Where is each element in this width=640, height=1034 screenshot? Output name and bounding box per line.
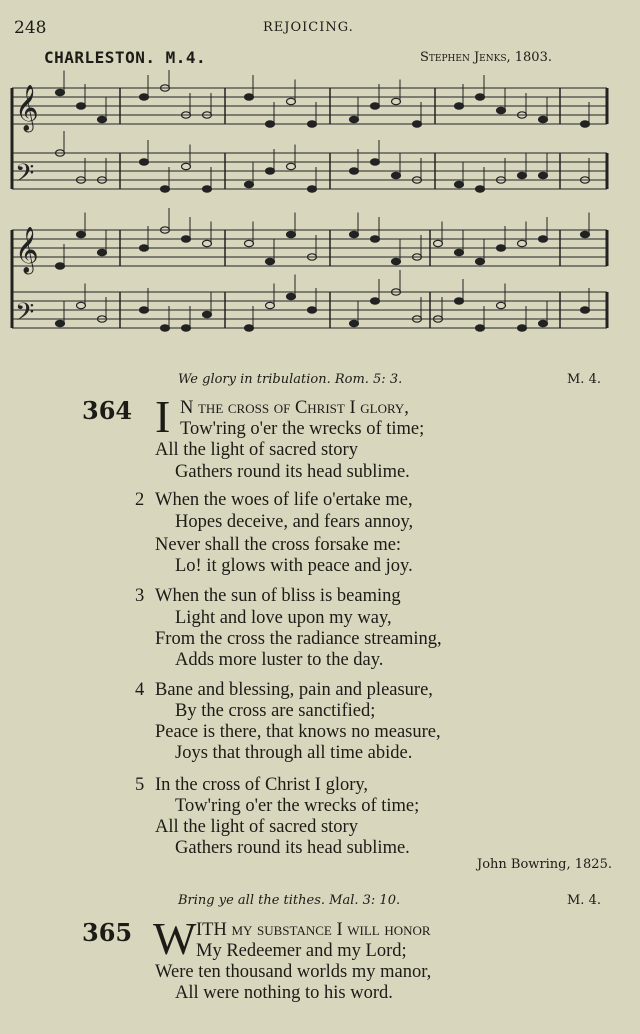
note-head [203, 186, 212, 192]
note-head [497, 107, 506, 113]
hymn-line: Never shall the cross forsake me: [155, 535, 402, 555]
bass-clef-icon: 𝄢 [15, 298, 35, 333]
note-head [539, 236, 548, 242]
hymn-line: In the cross of Christ I glory, [155, 775, 369, 795]
note-head [350, 320, 359, 326]
note-head [56, 263, 65, 269]
hymn-line: All the light of sacred story [155, 817, 358, 837]
note-head [371, 298, 380, 304]
note-head [245, 181, 254, 187]
note-head [245, 94, 254, 100]
hymn-line: Hopes deceive, and fears annoy, [175, 512, 414, 532]
note-head [245, 240, 254, 246]
bass-clef-icon: 𝄢 [15, 159, 35, 194]
note-head [56, 89, 65, 95]
hymn-line: All were nothing to his word. [175, 983, 393, 1003]
hymn-line: Tow'ring o'er the wrecks of time; [175, 796, 420, 816]
note-head [266, 168, 275, 174]
note-head [581, 231, 590, 237]
author-attribution: John Bowring, 1825. [477, 857, 612, 872]
hymn-line: Gathers round its head sublime. [175, 838, 410, 858]
note-head [77, 103, 86, 109]
hymn-line: Gathers round its head sublime. [175, 462, 410, 482]
hymn-line: By the cross are sanctified; [175, 701, 376, 721]
drop-cap: W [153, 913, 197, 964]
note-head [98, 116, 107, 122]
hymn-line: Light and love upon my way, [175, 608, 392, 628]
note-head [140, 245, 149, 251]
note-head [392, 172, 401, 178]
note-head [77, 302, 86, 308]
note-head [581, 121, 590, 127]
treble-clef-icon: 𝄞 [15, 85, 39, 131]
note-head [350, 168, 359, 174]
hymn-line: N the cross of Christ I glory, [180, 398, 409, 418]
note-head [161, 325, 170, 331]
scripture-reference: Bring ye all the tithes. Mal. 3: 10. [178, 893, 401, 908]
note-head [476, 94, 485, 100]
note-head [266, 258, 275, 264]
tune-composer: Stephen Jenks, 1803. [420, 50, 552, 65]
note-head [413, 121, 422, 127]
note-head [161, 186, 170, 192]
note-head [287, 231, 296, 237]
note-head [182, 325, 191, 331]
note-head [350, 116, 359, 122]
hymn-line: From the cross the radiance streaming, [155, 629, 442, 649]
note-head [434, 240, 443, 246]
note-head [266, 121, 275, 127]
note-head [140, 159, 149, 165]
note-head [266, 302, 275, 308]
note-head [245, 325, 254, 331]
note-head [455, 103, 464, 109]
note-head [140, 307, 149, 313]
note-head [539, 172, 548, 178]
note-head [182, 163, 191, 169]
note-head [455, 249, 464, 255]
hymn-line: When the sun of bliss is beaming [155, 586, 401, 606]
meter-label: M. 4. [567, 372, 601, 387]
note-head [287, 98, 296, 104]
hymn-line: Adds more luster to the day. [175, 650, 384, 670]
note-head [371, 236, 380, 242]
note-head [371, 103, 380, 109]
note-head [581, 307, 590, 313]
running-head: REJOICING. [263, 20, 354, 35]
hymn-line: Tow'ring o'er the wrecks of time; [180, 419, 425, 439]
verse-number: 2 [135, 490, 145, 510]
hymn-line: All the light of sacred story [155, 440, 358, 460]
note-head [77, 231, 86, 237]
hymn-line: Were ten thousand worlds my manor, [155, 962, 432, 982]
note-head [392, 98, 401, 104]
treble-clef-icon: 𝄞 [15, 227, 39, 273]
hymn-line: Joys that through all time abide. [175, 743, 413, 763]
hymn-line: Bane and blessing, pain and pleasure, [155, 680, 433, 700]
hymn-number: 365 [82, 918, 133, 947]
note-head [518, 172, 527, 178]
hymn-line: ITH my substance I will honor [196, 920, 431, 940]
hymn-line: Lo! it glows with peace and joy. [175, 556, 413, 576]
note-head [476, 186, 485, 192]
hymn-line: Peace is there, that knows no measure, [155, 722, 441, 742]
page-number: 248 [14, 18, 47, 38]
note-head [476, 258, 485, 264]
note-head [476, 325, 485, 331]
meter-label: M. 4. [567, 893, 601, 908]
note-head [350, 231, 359, 237]
note-head [455, 298, 464, 304]
verse-number: 5 [135, 775, 145, 795]
note-head [308, 121, 317, 127]
note-head [539, 116, 548, 122]
note-head [203, 240, 212, 246]
note-head [392, 258, 401, 264]
verse-number: 3 [135, 586, 145, 606]
hymn-line: My Redeemer and my Lord; [196, 941, 407, 961]
note-head [497, 302, 506, 308]
note-head [518, 240, 527, 246]
note-head [518, 325, 527, 331]
note-head [371, 159, 380, 165]
note-head [308, 186, 317, 192]
note-head [203, 311, 212, 317]
hymn-number: 364 [82, 396, 133, 425]
note-head [455, 181, 464, 187]
drop-cap: I [155, 391, 171, 442]
note-head [56, 320, 65, 326]
note-head [98, 249, 107, 255]
note-head [539, 320, 548, 326]
note-head [308, 307, 317, 313]
tune-name: CHARLESTON. M.4. [44, 48, 207, 67]
note-head [287, 163, 296, 169]
note-head [140, 94, 149, 100]
hymn-line: When the woes of life o'ertake me, [155, 490, 413, 510]
note-head [182, 236, 191, 242]
note-head [287, 293, 296, 299]
scripture-reference: We glory in tribulation. Rom. 5: 3. [178, 372, 403, 387]
verse-number: 4 [135, 680, 145, 700]
music-score [0, 70, 640, 355]
note-head [497, 245, 506, 251]
